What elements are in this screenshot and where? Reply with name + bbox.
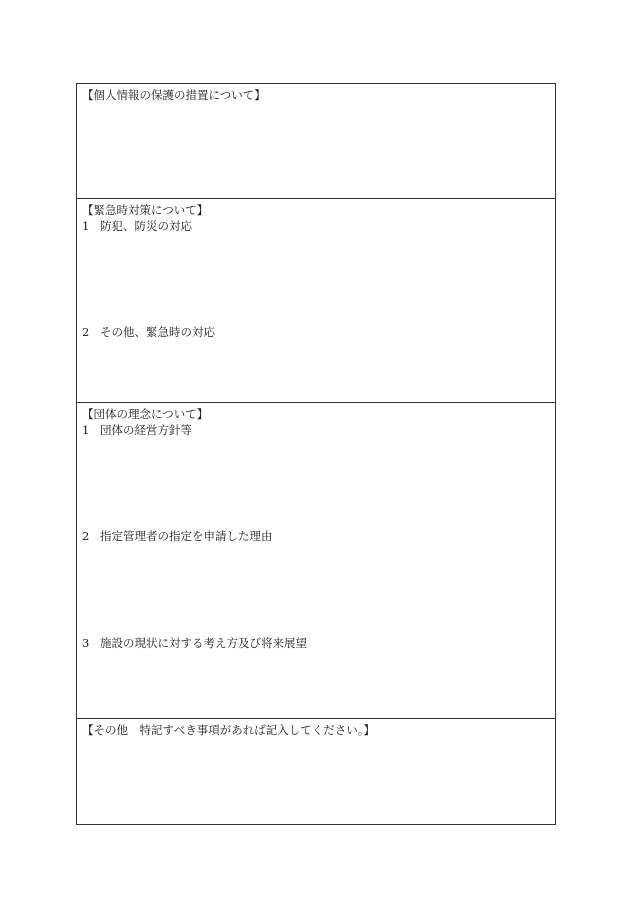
item-number: 2 <box>82 325 90 339</box>
item-label: 指定管理者の指定を申請した理由 <box>100 529 273 543</box>
item-number: 1 <box>82 219 90 233</box>
organization-philosophy-heading: 【団体の理念について】 <box>82 407 209 421</box>
other-remarks-heading: 【その他 特記すべき事項があれば記入してください。】 <box>82 723 376 737</box>
privacy-protection-heading: 【個人情報の保護の措置について】 <box>82 88 266 102</box>
item-label: 団体の経営方針等 <box>100 423 192 437</box>
philosophy-item-outlook <box>82 635 307 651</box>
philosophy-item-reason <box>82 528 273 544</box>
organization-philosophy-section[interactable] <box>77 402 555 718</box>
item-number: 2 <box>82 529 90 543</box>
philosophy-item-policy <box>82 422 192 438</box>
item-label: 施設の現状に対する考え方及び将来展望 <box>100 636 307 650</box>
emergency-measures-section[interactable] <box>77 198 555 402</box>
privacy-protection-section[interactable] <box>77 84 555 198</box>
other-remarks-section[interactable] <box>77 718 555 826</box>
emergency-measures-heading: 【緊急時対策について】 <box>82 203 209 217</box>
emergency-item-crime-disaster <box>82 218 192 234</box>
item-label: その他、緊急時の対応 <box>100 325 215 339</box>
item-number: 3 <box>82 636 90 650</box>
item-number: 1 <box>82 423 90 437</box>
emergency-item-other <box>82 324 215 340</box>
application-form-table <box>76 83 556 825</box>
item-label: 防犯、防災の対応 <box>100 219 192 233</box>
